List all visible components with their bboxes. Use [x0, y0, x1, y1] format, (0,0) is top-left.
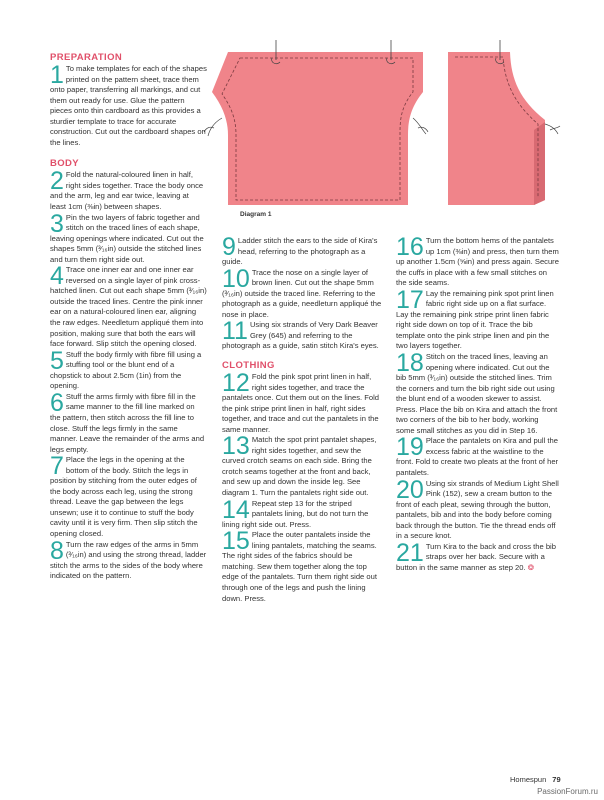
step-16 [396, 233, 559, 289]
step-text: Place the legs in the opening at the bottom of the body. Stitch the legs in position by stitching from the outer edges of the body across each leg, using the strong thread. Leave the gap between the legs unsewn; use it to continue to stuff the body cavity until it is very firm. Then slip stitch the opening closed. [50, 455, 198, 538]
thread-side [545, 124, 560, 134]
step-text: Turn the raw edges of the arms in 5mm (³⁄₁₆in) and using the strong thread, ladder stitch the arms to the sides of the body where indicated on the pattern. [50, 539, 207, 581]
step-number: 2 [50, 167, 64, 196]
step-8 [50, 536, 207, 582]
step-text: Repeat step 13 for the striped pantalets lining, but do not turn the lining right side out. Press. [222, 498, 369, 529]
column-3 [396, 233, 559, 574]
step-17 [396, 285, 559, 352]
step-text: Stitch on the traced lines, leaving an opening where indicated. Cut out the bib 5mm (³⁄₁₆in) outside the stitched lines. Trim the corners and turn the bib right side out using the blunt end of a wooden skewer to assist. Press. Place the bib on Kira and attach the front two corners of the bib to her body, working some small stitches as you did in Step 16. [396, 352, 558, 435]
step-14 [222, 495, 382, 531]
end-mark-icon: ❂ [527, 562, 535, 572]
heading-clothing: CLOTHING [222, 360, 275, 372]
step-20 [396, 475, 559, 542]
column-2 [222, 233, 382, 604]
column-1 [50, 52, 207, 582]
step-10 [222, 264, 382, 321]
step-text: Fold the natural-coloured linen in half, right sides together. Trace the body once and the arm, leg and ear twice, leaving at least 1cm (⅜in) between shapes. [50, 170, 204, 212]
step-text: Turn Kira to the back and cross the bib straps over her back. Secure with a button in the same manner as step 20. [396, 541, 556, 572]
step-text: Fold the pink spot print linen in half, right sides together, and trace the pantalets once. Cut them out on the lines. Fold the pink stripe print linen in half, right sides together, and trace and cut the pantalets in the same manner. [222, 372, 380, 434]
step-number: 11 [222, 317, 248, 346]
page-number: 79 [552, 775, 561, 784]
step-text: Stuff the body firmly with fibre fill using a stuffing tool or the blunt end of a chopstick to about 2.5cm (1in) from the opening. [50, 349, 202, 391]
step-text: Trace one inner ear and one inner ear reversed on a single layer of pink cross-hatched linen. Cut out each shape 5mm (³⁄₁₆in) outside the traced lines. Centre the pink inner ear on a natural-coloured linen ear, aligning the raw edges. Needleturn appliqué them into position, making sure that both the ears will face forward. Slip stitch the opening closed. [50, 265, 207, 349]
step-2 [50, 167, 207, 212]
step-6 [50, 388, 207, 455]
step-7 [50, 452, 207, 539]
step-number: 17 [396, 285, 424, 314]
step-number: 19 [396, 433, 424, 462]
step-text: Using six strands of Very Dark Beaver Grey (645) and referring to the photograph as a guide, satin stitch Kira's eyes. [222, 320, 379, 351]
magazine-name: Homespun [510, 775, 547, 784]
step-text: Pin the two layers of fabric together and stitch on the traced lines of each shape, leaving openings where indicated. Cut out the shapes 5mm (³⁄₁₆in) outside the stitched lines and turn them right side out. [50, 212, 204, 264]
step-number: 16 [396, 233, 424, 261]
step-number: 7 [50, 452, 64, 481]
step-number: 8 [50, 536, 64, 565]
step-number: 20 [396, 475, 424, 504]
step-number: 14 [222, 495, 250, 524]
step-text: Place the outer pantalets inside the lining pantalets, matching the seams. The right sides of the fabrics should be matching. Sew them together along the top edge of the pantalets. Turn them right side out through one of the legs and push the lining down. Press. [222, 530, 377, 603]
step-12 [222, 369, 382, 435]
step-text: Lay the remaining pink spot print linen fabric right side up on a flat surface. Lay the remaining pink stripe print linen fabric right side down on top of it. Trace the bib template onto the pink stripe linen and pin the two layers together. [396, 288, 554, 351]
step-11 [222, 317, 382, 352]
step-text: Match the spot print pantalet shapes, right sides together, and sew the curved crotch seams on each side. Bring the crotch seams together at the front and back, and sew up and down the inside leg. See diagram 1. Turn the pantalets right side out. [222, 435, 377, 498]
step-18 [396, 349, 559, 436]
step-9 [222, 233, 382, 268]
heading-preparation: PREPARATION [50, 52, 123, 63]
step-number: 15 [222, 527, 250, 556]
step-21 [396, 538, 559, 574]
step-text: Place the pantalets on Kira and pull the excess fabric at the waistline to the front. Fold to create two pleats at the front of her pantalets. [396, 436, 559, 478]
step-number: 21 [396, 538, 424, 567]
step-number: 5 [50, 346, 64, 375]
watermark: PassionForum.ru [537, 787, 598, 796]
heading-body: BODY [50, 158, 80, 170]
step-text: Using six strands of Medium Light Shell Pink (152), sew a cream button to the front of each pleat, sewing through the button, pantalets, bib and into the body before coming back through the button. Tie the thread ends off in a secure knot. [396, 478, 559, 541]
step-text: To make templates for each of the shapes printed on the pattern sheet, trace them onto paper, transferring all markings, and cut them out ready for use. Glue the pattern pieces onto thin cardboard as this provides a sturdier template to trace for accurate construction. Cut out the cardboard shapes on the lines. [50, 64, 207, 147]
step-5 [50, 346, 207, 392]
step-text: Ladder stitch the ears to the side of Kira's head, referring to the photograph as a guide. [222, 236, 378, 267]
step-1 [50, 61, 207, 148]
step-text: Stuff the arms firmly with fibre fill in the same manner to the fill line marked on the pattern, then stitch across the fill line to close. Stuff the legs firmly in the same manner. Leave the remainder of the arms and legs empty. [50, 391, 205, 454]
page-footer [510, 775, 561, 784]
step-15 [222, 527, 382, 604]
diagram-label: Diagram 1 [240, 211, 272, 218]
step-number: 18 [396, 349, 424, 378]
step-number: 6 [50, 388, 64, 417]
step-number: 9 [222, 233, 236, 261]
pantalets-side-shape [448, 52, 545, 205]
step-number: 4 [50, 262, 64, 291]
step-number: 1 [50, 61, 64, 89]
step-number: 12 [222, 369, 250, 398]
step-text: Trace the nose on a single layer of brown linen. Cut out the shape 5mm (³⁄₁₆in) outside the traced line. Referring to the photograph as a guide, needleturn appliqué the nose in place. [222, 267, 382, 319]
step-number: 3 [50, 209, 64, 238]
thread-right [413, 118, 428, 134]
step-3 [50, 209, 207, 266]
step-number: 10 [222, 264, 250, 293]
step-4 [50, 262, 207, 349]
step-text: Turn the bottom hems of the pantalets up 1cm (⅜in) and press, then turn them up another 1.5cm (⅝in) and press again. Secure the cuffs in place with a few small stitches on the side seams. [396, 236, 559, 288]
step-19 [396, 433, 559, 478]
step-13 [222, 432, 382, 498]
step-number: 13 [222, 432, 250, 461]
pantalets-front-shape [212, 52, 423, 205]
